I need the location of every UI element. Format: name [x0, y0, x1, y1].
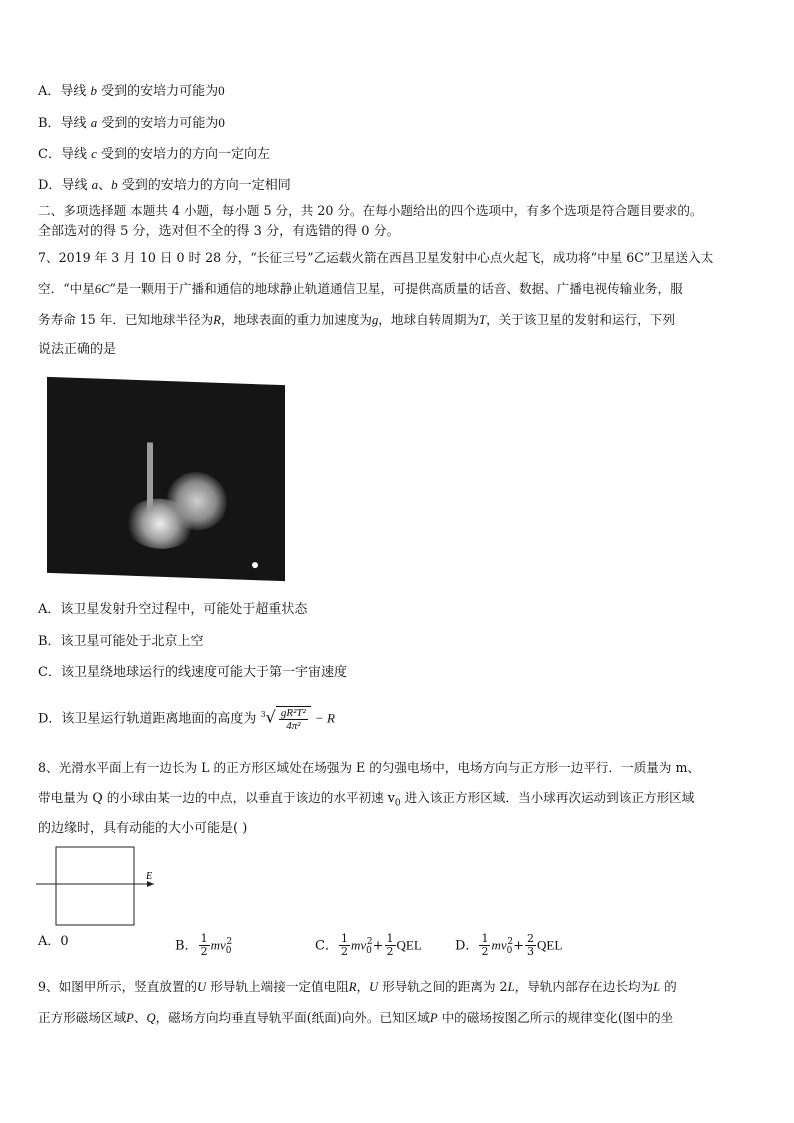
cube-root-radicand	[276, 706, 311, 732]
square-region	[56, 847, 134, 925]
light-spot	[252, 562, 258, 568]
square-field-diagram	[36, 844, 162, 928]
field-label: E	[146, 871, 153, 882]
q6-option-c: C．导线 c 受到的安培力的方向一定向左	[38, 146, 271, 162]
q7-option-b: B．该卫星可能处于北京上空	[38, 634, 204, 649]
q8-option-b: B． $\frac{1}{2}$ $mv_0^2$	[175, 932, 233, 959]
q7-option-d: D．该卫星运行轨道距离地面的高度为 $^3$√ $\frac{\text{gR²T²}}{\text{4π²}}$ − R	[38, 706, 335, 732]
q9-stem-line1: 9、如图甲所示，竖直放置的U 形导轨上端接一定值电阻R，U 形导轨之间的距离为 2L，导轨内部存在边长均为L 的	[38, 979, 677, 994]
q6-option-d: D．导线 a、b 受到的安培力的方向一定相同	[38, 177, 291, 193]
q8-stem-line3: 的边缘时，具有动能的大小可能是( )	[38, 821, 248, 836]
q8-stem-line1: 8、光滑水平面上有一边长为 L 的正方形区域处在场强为 E 的匀强电场中，电场方向与正方形一边平行．一质量为 m、	[38, 760, 701, 775]
q7-option-c: C．该卫星绕地球运行的线速度可能大于第一宇宙速度	[38, 665, 347, 680]
q6-option-a: A．导线 b 受到的安培力可能为0	[38, 83, 225, 99]
rocket-launch-photo	[47, 377, 285, 581]
q7-stem-line4: 说法正确的是	[38, 342, 117, 357]
section2-instructions-line1: 二、多项选择题 本题共 4 小题，每小题 5 分，共 20 分。在每小题给出的四个选项中，有多个选项是符合题目要求的。	[38, 203, 703, 218]
q7-stem-line2: 空．“中星6C”是一颗用于广播和通信的地球静止轨道通信卫星，可提供高质量的话音、数据、广播电视传输业务，服	[38, 281, 683, 296]
q8-stem-line2: 带电量为 Q 的小球由某一边的中点，以垂直于该边的水平初速 $v_0$ 进入该正方形区域．当小球再次运动到该正方形区域	[38, 790, 695, 809]
q7-stem-line3: 务寿命 15 年．已知地球半径为R，地球表面的重力加速度为g，地球自转周期为T，关于该卫星的发射和运行，下列	[38, 312, 675, 327]
section2-instructions-line2: 全部选对的得 5 分，选对但不全的得 3 分，有选错的得 0 分。	[38, 224, 400, 239]
height-fraction: $\frac{\text{gR²T²}}{\text{4π²}}$	[280, 706, 306, 732]
q8-option-a: A．0	[38, 934, 69, 949]
q8-option-c: C． $\frac{1}{2}$ $mv_0^2+$ $\frac{1}{2}$ QEL	[315, 932, 422, 959]
q8-option-d: D． $\frac{1}{2}$ $mv_0^2+$ $\frac{2}{3}$ QEL	[455, 932, 563, 959]
q9-stem-line2: 正方形磁场区域P、Q，磁场方向均垂直导轨平面(纸面)向外。已知区域P 中的磁场按图乙所示的规律变化(图中的坐	[38, 1010, 674, 1025]
q7-option-a: A．该卫星发射升空过程中，可能处于超重状态	[38, 602, 308, 617]
q7-stem-line1: 7、2019 年 3 月 10 日 0 时 28 分，“长征三号”乙运载火箭在西昌卫星发射中心点火起飞，成功将“中星 6C”卫星送入太	[38, 250, 714, 265]
q6-option-b: B．导线 a 受到的安培力可能为0	[38, 115, 225, 131]
